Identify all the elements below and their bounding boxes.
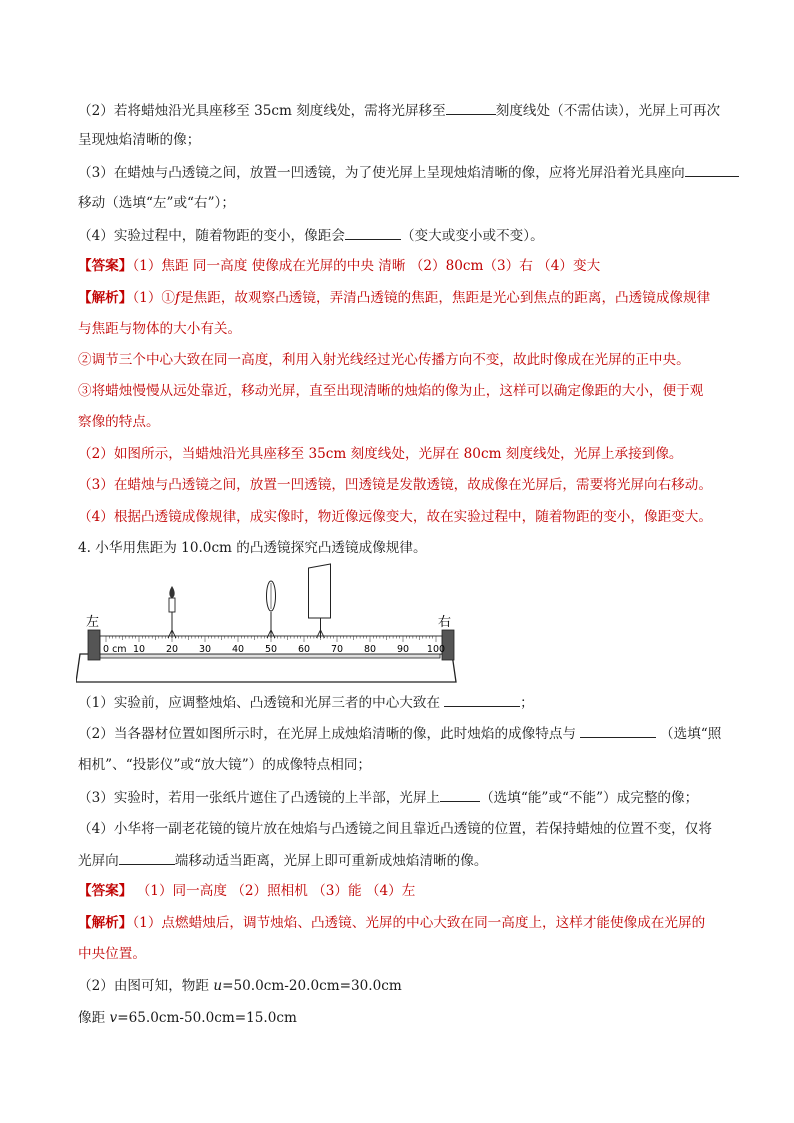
ruler-tick-label: 20 — [165, 644, 179, 655]
ruler-tick-label: 60 — [297, 644, 311, 655]
light-screen — [309, 564, 331, 638]
ruler-tick-label: 90 — [396, 644, 410, 655]
q4-analysis-1: 【解析】（1）点燃蜡烛后，调节烛焰、凸透镜、光屏的中心大致在同一高度上，这样才能使像成在光屏的 — [78, 915, 706, 931]
optical-bench-figure — [76, 560, 466, 685]
q3-answer — [78, 256, 600, 276]
q3-analysis-1: 【解析】（1）①f是焦距，故观察凸透镜，弄清凸透镜的焦距，焦距是光心到焦点的距离，凸透镜成像规律 — [78, 290, 711, 306]
q3-analysis-3-cont: 察像的特点。 — [78, 414, 160, 430]
q4-analysis-2: （2）由图可知，物距 u=50.0cm-20.0cm=30.0cm — [78, 978, 402, 994]
ruler-tick-label: 10 — [132, 644, 146, 655]
candle — [168, 586, 176, 638]
q3-part2-line2: 呈现烛焰清晰的像； — [78, 132, 201, 148]
q4-part1-blank — [444, 692, 520, 707]
q3-part2-line1: （2）若将蜡烛沿光具座移至 35cm 刻度线处，需将光屏移至 刻度线处（不需估读），光屏上可再次 — [78, 100, 720, 121]
answer-text: （1）同一高度 （2）照相机 （3）能 （4）左 — [132, 883, 416, 899]
q3-part3-blank — [685, 162, 739, 177]
ruler-tick-label: 100 — [426, 644, 446, 655]
q4-title: 4. 小华用焦距为 10.0cm 的凸透镜探究凸透镜成像规律。 — [78, 540, 427, 556]
answer-label: 【答案】 — [78, 883, 133, 899]
q4-part1: （1）实验前，应调整烛焰、凸透镜和光屏三者的中心大致在 ； — [78, 692, 534, 713]
q3-analysis-2: ②调节三个中心大致在同一高度，利用入射光线经过光心传播方向不变，故此时像成在光屏的正中央。 — [78, 352, 690, 368]
analysis-label: 【解析】 — [78, 915, 133, 931]
q4-analysis-1-cont: 中央位置。 — [78, 946, 146, 962]
left-label: 左 — [86, 615, 100, 630]
q4-part3: （3）实验时，若用一张纸片遮住了凸透镜的上半部，光屏上 （选填“能”或“不能”）成完整的像； — [78, 787, 698, 808]
right-label: 右 — [438, 615, 452, 630]
ruler-tick-label: 0 cm — [103, 644, 127, 655]
q4-part3-blank — [440, 787, 480, 802]
ruler-tick-label: 50 — [264, 644, 278, 655]
q3-part4-line: （4）实验过程中，随着物距的变小，像距会 （变大或变小或不变）。 — [78, 225, 544, 246]
convex-lens — [267, 581, 276, 638]
q3-analysis-6: （4）根据凸透镜成像规律，成实像时，物近像远像变大，故在实验过程中，随着物距的变小，像距变大。 — [78, 509, 712, 525]
q3-part4-blank — [345, 225, 401, 240]
q3-analysis-3: ③将蜡烛慢慢从远处靠近，移动光屏，直至出现清晰的烛焰的像为止，这样可以确定像距的大小，便于观 — [78, 383, 704, 399]
q3-part3-line1: （3）在蜡烛与凸透镜之间，放置一凹透镜，为了使光屏上呈现烛焰清晰的像，应将光屏沿着光具座向 — [78, 162, 739, 183]
q4-part2-line2: 相机”、“投影仪”或“放大镜”）的成像特点相同； — [78, 757, 372, 773]
q4-part4-line2: 光屏向 端移动适当距离，光屏上即可重新成烛焰清晰的像。 — [78, 850, 487, 871]
answer-label: 【答案】 — [78, 258, 133, 274]
q4-part4-line1: （4）小华将一副老花镜的镜片放在烛焰与凸透镜之间且靠近凸透镜的位置，若保持蜡烛的位置不变，仅将 — [78, 821, 712, 837]
q3-analysis-1-cont: 与焦距与物体的大小有关。 — [78, 321, 242, 337]
ruler-tick-label: 80 — [363, 644, 377, 655]
ruler-tick-label: 30 — [198, 644, 212, 655]
q3-analysis-5: （3）在蜡烛与凸透镜之间，放置一凹透镜，凹透镜是发散透镜，故成像在光屏后，需要将光屏向右移动。 — [78, 477, 712, 493]
q4-part2-blank — [580, 723, 656, 738]
left-end-post — [88, 630, 100, 660]
q4-part2-line1: （2）当各器材位置如图所示时，在光屏上成烛焰清晰的像，此时烛焰的成像特点与 （选填“照 — [78, 723, 721, 744]
q3-part2-blank — [446, 100, 496, 115]
ruler-tick-label: 70 — [330, 644, 344, 655]
q4-part4-blank — [119, 850, 175, 865]
q3-analysis-4: （2）如图所示，当蜡烛沿光具座移至 35cm 刻度线处，光屏在 80cm 刻度线处，光屏上承接到像。 — [78, 446, 683, 462]
ruler-tick-label: 40 — [231, 644, 245, 655]
q4-answer — [78, 881, 415, 901]
q4-analysis-3: 像距 v=65.0cm-50.0cm=15.0cm — [78, 1010, 297, 1026]
answer-text: （1）焦距 同一高度 使像成在光屏的中央 清晰 （2）80cm（3）右 （4）变大 — [132, 258, 601, 274]
analysis-label: 【解析】 — [78, 290, 133, 306]
q3-part3-line2: 移动（选填“左”或“右”）； — [78, 195, 235, 211]
